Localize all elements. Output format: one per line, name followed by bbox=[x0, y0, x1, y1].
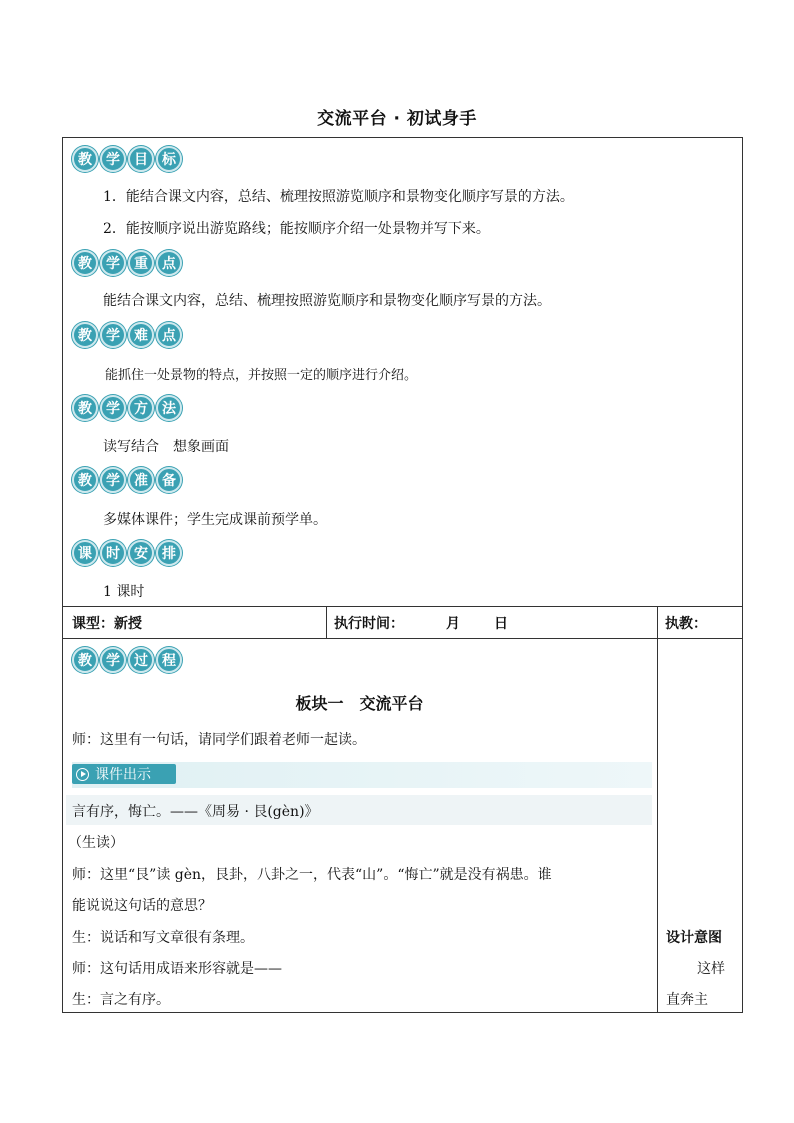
methods-text: 读写结合 想象画面 bbox=[103, 439, 229, 455]
heading-char: 教 bbox=[72, 395, 98, 421]
schedule-text: 1 课时 bbox=[103, 584, 145, 600]
dialogue-line: 生：说话和写文章很有条理。 bbox=[72, 930, 254, 946]
dialogue-line: 生：言之有序。 bbox=[72, 992, 170, 1008]
dialogue-line: （生读） bbox=[68, 835, 124, 851]
goal-item: 1．能结合课文内容，总结、梳理按照游览顺序和景物变化顺序写景的方法。 bbox=[103, 189, 574, 205]
courseware-label: 课件出示 bbox=[95, 767, 151, 783]
process-heading bbox=[72, 647, 182, 673]
heading-char: 学 bbox=[100, 647, 126, 673]
key-points-heading bbox=[72, 250, 182, 276]
heading-char: 难 bbox=[128, 322, 154, 348]
heading-char: 方 bbox=[128, 395, 154, 421]
day-label: 日 bbox=[494, 616, 508, 632]
quote-text: 言有序，悔亡。——《周易 · 艮(gèn)》 bbox=[72, 804, 319, 820]
methods-heading bbox=[72, 395, 182, 421]
heading-char: 程 bbox=[156, 647, 182, 673]
execution-time-label: 执行时间： bbox=[334, 616, 404, 632]
heading-char: 教 bbox=[72, 467, 98, 493]
heading-char: 教 bbox=[72, 322, 98, 348]
design-intent-title: 设计意图 bbox=[666, 930, 722, 946]
preparation-heading bbox=[72, 467, 182, 493]
heading-char: 教 bbox=[72, 250, 98, 276]
heading-char: 教 bbox=[72, 146, 98, 172]
heading-char: 标 bbox=[156, 146, 182, 172]
dialogue-line: 师：这里“艮”读 gèn，艮卦，八卦之一，代表“山”。“悔亡”就是没有祸患。谁 bbox=[72, 867, 552, 883]
dialogue-line: 能说说这句话的意思？ bbox=[72, 898, 212, 914]
difficulties-text: 能抓住一处景物的特点，并按照一定的顺序进行介绍。 bbox=[105, 368, 418, 383]
month-label: 月 bbox=[446, 616, 460, 632]
heading-char: 法 bbox=[156, 395, 182, 421]
design-intent-text: 直奔主 bbox=[666, 992, 708, 1008]
heading-char: 学 bbox=[100, 250, 126, 276]
heading-char: 备 bbox=[156, 467, 182, 493]
dialogue-line: 师：这里有一句话，请同学们跟着老师一起读。 bbox=[72, 732, 366, 748]
design-intent-text: 这样 bbox=[697, 961, 725, 977]
heading-char: 安 bbox=[128, 540, 154, 566]
heading-char: 学 bbox=[100, 395, 126, 421]
heading-char: 过 bbox=[128, 647, 154, 673]
courseware-tag bbox=[72, 764, 176, 784]
heading-char: 点 bbox=[156, 250, 182, 276]
schedule-heading bbox=[72, 540, 182, 566]
heading-char: 学 bbox=[100, 146, 126, 172]
heading-char: 准 bbox=[128, 467, 154, 493]
heading-char: 教 bbox=[72, 647, 98, 673]
heading-char: 点 bbox=[156, 322, 182, 348]
heading-char: 时 bbox=[100, 540, 126, 566]
dialogue-line: 师：这句话用成语来形容就是—— bbox=[72, 961, 282, 977]
heading-char: 学 bbox=[100, 322, 126, 348]
goal-item: 2．能按顺序说出游览路线；能按顺序介绍一处景物并写下来。 bbox=[103, 221, 490, 237]
table-divider bbox=[62, 606, 743, 607]
heading-char: 排 bbox=[156, 540, 182, 566]
table-divider bbox=[62, 638, 743, 639]
column-divider bbox=[326, 606, 327, 638]
heading-char: 学 bbox=[100, 467, 126, 493]
page-title: 交流平台 · 初试身手 bbox=[317, 109, 477, 129]
goals-heading bbox=[72, 146, 182, 172]
column-divider bbox=[657, 606, 658, 1013]
courseware-banner bbox=[72, 762, 652, 788]
teacher-label: 执教： bbox=[665, 616, 707, 632]
heading-char: 重 bbox=[128, 250, 154, 276]
block-title: 板块一 交流平台 bbox=[295, 694, 424, 713]
preparation-text: 多媒体课件；学生完成课前预学单。 bbox=[103, 512, 327, 528]
heading-char: 目 bbox=[128, 146, 154, 172]
difficulties-heading bbox=[72, 322, 182, 348]
key-points-text: 能结合课文内容，总结、梳理按照游览顺序和景物变化顺序写景的方法。 bbox=[103, 293, 551, 309]
lesson-type: 课型：新授 bbox=[72, 616, 142, 632]
heading-char: 课 bbox=[72, 540, 98, 566]
play-icon bbox=[76, 768, 89, 781]
